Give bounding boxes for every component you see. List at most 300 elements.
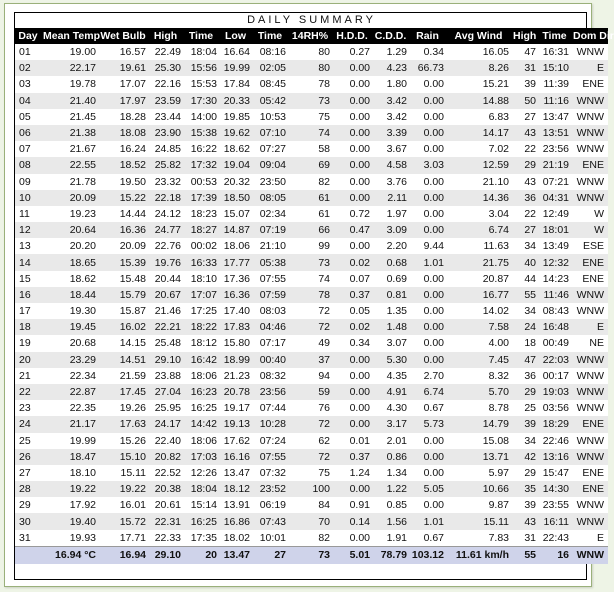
cell-cdd: 2.20 (372, 238, 409, 254)
cell-wet-bulb: 17.07 (98, 76, 148, 92)
cell-high-wind: 43 (511, 125, 538, 141)
cell-wet-bulb: 14.15 (98, 335, 148, 351)
cell-high-temp: 22.76 (148, 238, 183, 254)
col-header-cdd: C.D.D. (372, 28, 409, 44)
cell-dom-dir: ENE (571, 254, 608, 270)
cell-day: 24 (15, 416, 41, 432)
col-header-wet-bulb: Wet Bulb (98, 28, 148, 44)
cell-high-temp: 25.82 (148, 157, 183, 173)
cell-rain: 0.00 (409, 93, 446, 109)
cell-high-temp: 24.17 (148, 416, 183, 432)
cell-rh-14: 80 (288, 44, 332, 60)
cell-hdd: 0.37 (332, 287, 372, 303)
table-row (15, 190, 608, 206)
cell-day: 06 (15, 125, 41, 141)
cell-avg-wind: 7.58 (446, 319, 511, 335)
cell-high-temp: 24.85 (148, 141, 183, 157)
cell-mean-temp: 22.35 (41, 400, 98, 416)
cell-rain: 3.03 (409, 157, 446, 173)
cell-cdd: 3.09 (372, 222, 409, 238)
cell-mean-temp: 18.47 (41, 449, 98, 465)
cell-hdd: 0.34 (332, 335, 372, 351)
cell-dom-dir: ENE (571, 157, 608, 173)
cell-hdd: 0.02 (332, 319, 372, 335)
cell-rh-14: 82 (288, 174, 332, 190)
cell-rain: 0.00 (409, 222, 446, 238)
cell-low-temp-time: 00:40 (252, 352, 288, 368)
cell-rh-14: 72 (288, 449, 332, 465)
cell-dom-dir: E (571, 530, 608, 547)
cell-wet-bulb: 15.48 (98, 271, 148, 287)
cell-high-temp: 21.46 (148, 303, 183, 319)
cell-rh-14: 78 (288, 76, 332, 92)
cell-low-temp-time: 08:45 (252, 76, 288, 92)
cell-low-temp: 15.80 (219, 335, 252, 351)
cell-high-temp: 20.44 (148, 271, 183, 287)
cell-high-wind: 29 (511, 157, 538, 173)
cell-low-temp-time: 07:44 (252, 400, 288, 416)
cell-day: 22 (15, 384, 41, 400)
col-header-high-temp-time: Time (183, 28, 219, 44)
cell-mean-temp: 21.67 (41, 141, 98, 157)
total-high-wind: 55 (511, 546, 538, 564)
cell-wet-bulb: 15.22 (98, 190, 148, 206)
table-row (15, 157, 608, 173)
cell-avg-wind: 10.66 (446, 481, 511, 497)
cell-avg-wind: 8.26 (446, 60, 511, 76)
cell-dom-dir: WNW (571, 303, 608, 319)
cell-high-temp-time: 17:32 (183, 157, 219, 173)
cell-rh-14: 66 (288, 222, 332, 238)
cell-mean-temp: 21.38 (41, 125, 98, 141)
cell-high-wind: 50 (511, 93, 538, 109)
cell-high-temp-time: 15:14 (183, 497, 219, 513)
cell-rain: 0.00 (409, 287, 446, 303)
cell-low-temp-time: 08:03 (252, 303, 288, 319)
cell-day: 23 (15, 400, 41, 416)
table-row (15, 109, 608, 125)
cell-avg-wind: 7.02 (446, 141, 511, 157)
cell-rain: 0.00 (409, 319, 446, 335)
cell-wet-bulb: 17.63 (98, 416, 148, 432)
total-high-temp: 29.10 (148, 546, 183, 564)
cell-high-wind: 39 (511, 416, 538, 432)
table-body (15, 44, 608, 546)
cell-rain: 6.74 (409, 384, 446, 400)
cell-rh-14: 82 (288, 530, 332, 547)
cell-rh-14: 75 (288, 109, 332, 125)
cell-low-temp: 20.32 (219, 174, 252, 190)
cell-high-temp: 20.61 (148, 497, 183, 513)
total-low-temp: 13.47 (219, 546, 252, 564)
cell-dom-dir: WNW (571, 125, 608, 141)
cell-mean-temp: 22.55 (41, 157, 98, 173)
cell-low-temp: 17.83 (219, 319, 252, 335)
table-row (15, 60, 608, 76)
cell-rain: 0.00 (409, 449, 446, 465)
cell-avg-wind: 20.87 (446, 271, 511, 287)
cell-high-wind: 18 (511, 335, 538, 351)
cell-high-wind-time: 13:47 (538, 109, 571, 125)
cell-rain: 66.73 (409, 60, 446, 76)
cell-high-temp-time: 15:38 (183, 125, 219, 141)
cell-high-wind-time: 21:19 (538, 157, 571, 173)
cell-low-temp: 19.04 (219, 157, 252, 173)
cell-rh-14: 69 (288, 157, 332, 173)
cell-high-wind: 24 (511, 319, 538, 335)
cell-high-wind: 27 (511, 222, 538, 238)
cell-wet-bulb: 14.44 (98, 206, 148, 222)
table-row (15, 238, 608, 254)
table-row (15, 465, 608, 481)
cell-high-wind-time: 16:11 (538, 513, 571, 529)
cell-hdd: 0.07 (332, 271, 372, 287)
cell-mean-temp: 20.09 (41, 190, 98, 206)
table-row (15, 271, 608, 287)
cell-mean-temp: 22.17 (41, 60, 98, 76)
cell-high-temp-time: 12:26 (183, 465, 219, 481)
cell-avg-wind: 6.83 (446, 109, 511, 125)
cell-high-temp: 22.33 (148, 530, 183, 547)
cell-high-wind: 47 (511, 352, 538, 368)
cell-low-temp-time: 08:16 (252, 44, 288, 60)
cell-rh-14: 72 (288, 303, 332, 319)
cell-dom-dir: NE (571, 335, 608, 351)
cell-rh-14: 49 (288, 335, 332, 351)
table-row (15, 335, 608, 351)
cell-hdd: 0.00 (332, 93, 372, 109)
cell-day: 13 (15, 238, 41, 254)
cell-day: 30 (15, 513, 41, 529)
cell-day: 20 (15, 352, 41, 368)
cell-rh-14: 80 (288, 60, 332, 76)
cell-avg-wind: 21.75 (446, 254, 511, 270)
cell-mean-temp: 19.00 (41, 44, 98, 60)
table-row (15, 206, 608, 222)
cell-high-temp: 24.12 (148, 206, 183, 222)
table-row (15, 174, 608, 190)
cell-cdd: 4.30 (372, 400, 409, 416)
table-row (15, 287, 608, 303)
cell-high-wind: 55 (511, 287, 538, 303)
cell-mean-temp: 21.17 (41, 416, 98, 432)
cell-high-wind: 22 (511, 141, 538, 157)
cell-rh-14: 61 (288, 206, 332, 222)
cell-mean-temp: 21.78 (41, 174, 98, 190)
table-row (15, 449, 608, 465)
cell-low-temp: 19.85 (219, 109, 252, 125)
total-high-temp-time: 20 (183, 546, 219, 564)
cell-low-temp-time: 21:10 (252, 238, 288, 254)
cell-high-wind: 40 (511, 254, 538, 270)
col-header-dom-dir: Dom Dir (573, 30, 614, 42)
cell-rh-14: 76 (288, 400, 332, 416)
cell-dom-dir: WNW (571, 190, 608, 206)
cell-high-temp-time: 18:12 (183, 335, 219, 351)
cell-hdd: 0.00 (332, 125, 372, 141)
cell-cdd: 0.86 (372, 449, 409, 465)
cell-dom-dir: ENE (571, 481, 608, 497)
cell-hdd: 0.72 (332, 206, 372, 222)
cell-rain: 0.00 (409, 465, 446, 481)
cell-high-wind-time: 12:49 (538, 206, 571, 222)
cell-wet-bulb: 16.57 (98, 44, 148, 60)
cell-mean-temp: 19.30 (41, 303, 98, 319)
cell-wet-bulb: 19.22 (98, 481, 148, 497)
cell-hdd: 0.00 (332, 352, 372, 368)
cell-high-wind-time: 08:43 (538, 303, 571, 319)
cell-high-temp-time: 17:03 (183, 449, 219, 465)
col-header-high-temp: High (148, 28, 183, 44)
cell-high-temp: 25.30 (148, 60, 183, 76)
cell-day: 21 (15, 368, 41, 384)
cell-rh-14: 58 (288, 141, 332, 157)
table-row (15, 44, 608, 60)
cell-rh-14: 70 (288, 513, 332, 529)
cell-high-temp: 22.49 (148, 44, 183, 60)
cell-day: 10 (15, 190, 41, 206)
table-row (15, 513, 608, 529)
cell-dom-dir: W (571, 222, 608, 238)
cell-avg-wind: 9.87 (446, 497, 511, 513)
table-row (15, 254, 608, 270)
cell-wet-bulb: 14.51 (98, 352, 148, 368)
cell-dom-dir: WNW (571, 287, 608, 303)
cell-high-wind-time: 13:16 (538, 449, 571, 465)
cell-cdd: 3.67 (372, 141, 409, 157)
cell-avg-wind: 4.00 (446, 335, 511, 351)
table-row (15, 125, 608, 141)
cell-low-temp: 16.16 (219, 449, 252, 465)
cell-high-temp-time: 16:33 (183, 254, 219, 270)
cell-avg-wind: 5.70 (446, 384, 511, 400)
cell-high-wind-time: 00:17 (538, 368, 571, 384)
cell-low-temp-time: 05:38 (252, 254, 288, 270)
cell-low-temp: 20.33 (219, 93, 252, 109)
cell-day: 08 (15, 157, 41, 173)
cell-wet-bulb: 17.45 (98, 384, 148, 400)
cell-low-temp-time: 07:43 (252, 513, 288, 529)
table-row (15, 76, 608, 92)
cell-high-wind: 25 (511, 400, 538, 416)
cell-high-wind-time: 04:31 (538, 190, 571, 206)
cell-rh-14: 99 (288, 238, 332, 254)
cell-avg-wind: 15.11 (446, 513, 511, 529)
cell-high-temp-time: 17:39 (183, 190, 219, 206)
cell-avg-wind: 3.04 (446, 206, 511, 222)
cell-low-temp-time: 07:10 (252, 125, 288, 141)
cell-cdd: 3.42 (372, 109, 409, 125)
cell-wet-bulb: 16.02 (98, 319, 148, 335)
cell-day: 25 (15, 433, 41, 449)
cell-rh-14: 72 (288, 319, 332, 335)
cell-low-temp: 18.06 (219, 238, 252, 254)
cell-day: 15 (15, 271, 41, 287)
cell-mean-temp: 19.99 (41, 433, 98, 449)
cell-cdd: 0.68 (372, 254, 409, 270)
cell-avg-wind: 15.08 (446, 433, 511, 449)
cell-mean-temp: 19.93 (41, 530, 98, 547)
cell-rain: 0.00 (409, 76, 446, 92)
daily-summary-panel (14, 12, 614, 580)
cell-high-wind-time: 22:43 (538, 530, 571, 547)
cell-avg-wind: 14.02 (446, 303, 511, 319)
cell-high-wind-time: 15:47 (538, 465, 571, 481)
col-header-low-temp: Low (219, 28, 252, 44)
table-row (15, 352, 608, 368)
cell-dom-dir: WNW (571, 352, 608, 368)
cell-dom-dir: WNW (571, 141, 608, 157)
cell-hdd: 0.37 (332, 449, 372, 465)
cell-mean-temp: 18.62 (41, 271, 98, 287)
total-hdd: 5.01 (332, 546, 372, 564)
cell-high-wind: 39 (511, 76, 538, 92)
cell-low-temp-time: 07:59 (252, 287, 288, 303)
cell-low-temp-time: 06:19 (252, 497, 288, 513)
cell-cdd: 3.17 (372, 416, 409, 432)
cell-wet-bulb: 18.28 (98, 109, 148, 125)
cell-day: 04 (15, 93, 41, 109)
cell-high-temp-time: 14:42 (183, 416, 219, 432)
cell-rain: 5.73 (409, 416, 446, 432)
cell-high-temp-time: 18:06 (183, 433, 219, 449)
cell-rain: 0.00 (409, 433, 446, 449)
cell-low-temp: 19.62 (219, 125, 252, 141)
total-avg-wind: 11.61 km/h (446, 546, 511, 564)
cell-high-temp: 22.52 (148, 465, 183, 481)
cell-mean-temp: 19.78 (41, 76, 98, 92)
cell-cdd: 3.42 (372, 93, 409, 109)
cell-hdd: 0.00 (332, 481, 372, 497)
cell-rh-14: 78 (288, 287, 332, 303)
cell-high-temp-time: 17:25 (183, 303, 219, 319)
cell-day: 01 (15, 44, 41, 60)
cell-dom-dir: ENE (571, 76, 608, 92)
cell-mean-temp: 18.10 (41, 465, 98, 481)
cell-high-wind: 22 (511, 206, 538, 222)
cell-high-wind: 35 (511, 481, 538, 497)
cell-low-temp-time: 07:55 (252, 271, 288, 287)
cell-cdd: 5.30 (372, 352, 409, 368)
cell-high-temp-time: 18:10 (183, 271, 219, 287)
cell-hdd: 0.00 (332, 109, 372, 125)
cell-wet-bulb: 21.59 (98, 368, 148, 384)
cell-cdd: 1.48 (372, 319, 409, 335)
cell-wet-bulb: 16.36 (98, 222, 148, 238)
total-dom-dir: WNW (571, 546, 608, 564)
cell-rain: 0.00 (409, 335, 446, 351)
cell-cdd: 0.85 (372, 497, 409, 513)
cell-low-temp-time: 23:52 (252, 481, 288, 497)
cell-high-wind-time: 13:49 (538, 238, 571, 254)
cell-hdd: 0.00 (332, 60, 372, 76)
cell-low-temp-time: 23:56 (252, 384, 288, 400)
cell-day: 07 (15, 141, 41, 157)
cell-low-temp-time: 02:34 (252, 206, 288, 222)
cell-hdd: 0.91 (332, 497, 372, 513)
cell-day: 05 (15, 109, 41, 125)
cell-cdd: 1.35 (372, 303, 409, 319)
cell-low-temp-time: 07:32 (252, 465, 288, 481)
cell-high-temp: 23.59 (148, 93, 183, 109)
cell-wet-bulb: 20.09 (98, 238, 148, 254)
cell-mean-temp: 19.40 (41, 513, 98, 529)
cell-high-temp-time: 18:27 (183, 222, 219, 238)
col-header-hdd: H.D.D. (332, 28, 372, 44)
cell-low-temp-time: 05:42 (252, 93, 288, 109)
cell-wet-bulb: 15.87 (98, 303, 148, 319)
cell-day: 11 (15, 206, 41, 222)
cell-low-temp: 13.91 (219, 497, 252, 513)
cell-day: 29 (15, 497, 41, 513)
table-row (15, 530, 608, 547)
cell-cdd: 1.91 (372, 530, 409, 547)
cell-dom-dir: ENE (571, 271, 608, 287)
cell-high-wind-time: 11:16 (538, 93, 571, 109)
total-high-wind-time: 16 (538, 546, 571, 564)
cell-mean-temp: 21.40 (41, 93, 98, 109)
cell-low-temp-time: 08:05 (252, 190, 288, 206)
cell-cdd: 3.39 (372, 125, 409, 141)
cell-cdd: 2.01 (372, 433, 409, 449)
cell-wet-bulb: 15.39 (98, 254, 148, 270)
cell-high-wind-time: 22:46 (538, 433, 571, 449)
table-row (15, 433, 608, 449)
cell-rain: 9.44 (409, 238, 446, 254)
cell-cdd: 3.07 (372, 335, 409, 351)
cell-rh-14: 62 (288, 433, 332, 449)
cell-mean-temp: 22.87 (41, 384, 98, 400)
cell-high-wind-time: 15:10 (538, 60, 571, 76)
cell-dom-dir: W (571, 206, 608, 222)
cell-high-temp: 22.21 (148, 319, 183, 335)
cell-low-temp-time: 07:55 (252, 449, 288, 465)
cell-high-temp: 23.88 (148, 368, 183, 384)
cell-high-wind: 43 (511, 513, 538, 529)
cell-rh-14: 74 (288, 271, 332, 287)
table-row (15, 497, 608, 513)
cell-high-temp-time: 18:04 (183, 44, 219, 60)
cell-avg-wind: 7.83 (446, 530, 511, 547)
cell-rain: 0.00 (409, 271, 446, 287)
total-rh-14: 73 (288, 546, 332, 564)
cell-low-temp: 14.87 (219, 222, 252, 238)
cell-day: 09 (15, 174, 41, 190)
cell-low-temp: 18.50 (219, 190, 252, 206)
cell-high-wind: 27 (511, 109, 538, 125)
cell-dom-dir: WNW (571, 513, 608, 529)
cell-rh-14: 59 (288, 384, 332, 400)
cell-day: 03 (15, 76, 41, 92)
table-row (15, 368, 608, 384)
cell-avg-wind: 21.10 (446, 174, 511, 190)
cell-day: 31 (15, 530, 41, 547)
cell-avg-wind: 15.21 (446, 76, 511, 92)
cell-high-wind-time: 11:39 (538, 76, 571, 92)
cell-high-wind-time: 14:23 (538, 271, 571, 287)
cell-dom-dir: WNW (571, 368, 608, 384)
cell-high-temp: 22.40 (148, 433, 183, 449)
cell-wet-bulb: 15.79 (98, 287, 148, 303)
cell-avg-wind: 14.88 (446, 93, 511, 109)
cell-cdd: 4.35 (372, 368, 409, 384)
cell-hdd: 0.00 (332, 368, 372, 384)
cell-avg-wind: 12.59 (446, 157, 511, 173)
cell-rh-14: 73 (288, 254, 332, 270)
cell-low-temp: 19.99 (219, 60, 252, 76)
cell-avg-wind: 14.17 (446, 125, 511, 141)
cell-hdd: 0.00 (332, 157, 372, 173)
